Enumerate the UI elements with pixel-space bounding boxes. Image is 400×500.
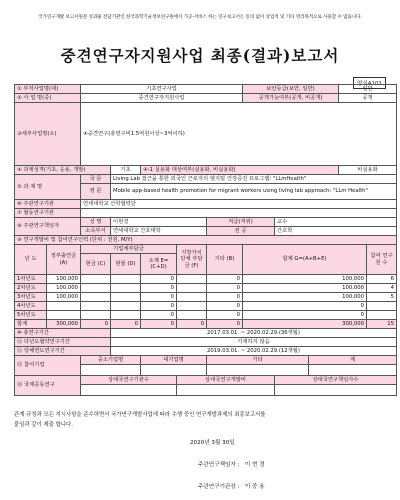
funding-cell-local	[177, 293, 207, 302]
value-task-name-en: Mobile app-based health promotion for migrant workers using living lab approach: "LLm Health"	[111, 184, 397, 200]
label-detail-business: ③세부사업명(소)	[15, 103, 81, 166]
col-year: 년 도	[15, 245, 47, 275]
funding-row	[15, 275, 397, 284]
submission-date: 2020년 3월 30일	[190, 440, 235, 446]
funding-cell-people	[367, 302, 397, 311]
funding-cell-inkind	[111, 275, 141, 284]
value-business-name: 기초연구사업	[81, 85, 243, 94]
value-name: 이현경	[111, 218, 207, 227]
label-position: 직급(직위)	[207, 218, 275, 227]
funding-cell-inkind	[111, 293, 141, 302]
funding-cell-other: 0	[207, 302, 243, 311]
funding-cell-sum: 0	[243, 302, 367, 311]
funding-cell-sum: 300,000	[243, 320, 367, 329]
funding-cell-inkind: 0	[111, 320, 141, 329]
funding-cell-sum: 100,000	[243, 293, 367, 302]
funding-cell-cash	[81, 293, 111, 302]
label-total: 계	[309, 356, 397, 365]
label-task-type: ④ 과제성격(기초, 응용, 개발)	[15, 166, 111, 175]
funding-cell-gov: 100,000	[47, 275, 81, 284]
funding-cell-inkind	[111, 302, 141, 311]
funding-cell-subtotal: 0	[141, 320, 177, 329]
funding-cell-sum: 100,000	[243, 275, 367, 284]
col-other: 기타 (B)	[207, 245, 243, 275]
funding-cell-local	[177, 311, 207, 320]
funding-cell-gov	[47, 311, 81, 320]
funding-cell-local	[177, 284, 207, 293]
funding-cell-year: 2차년도	[15, 284, 47, 293]
report-title: 중견연구자지원사업 최종(결과)보고서	[60, 46, 340, 65]
value-major: 간호학	[275, 227, 397, 236]
statement-line-2: 붙임과 같이 제출 합니다.	[14, 422, 73, 428]
funding-cell-inkind	[111, 311, 141, 320]
row-lead-org	[15, 200, 397, 209]
value-position: 교수	[275, 218, 397, 227]
head-researcher-name: 이 현 경	[244, 462, 265, 468]
funding-total-row	[15, 320, 397, 329]
row-year-period	[15, 347, 397, 356]
value-security: 일반	[339, 85, 397, 94]
row-total-period	[15, 329, 397, 338]
funding-cell-year: 합계	[15, 320, 47, 329]
value-disclosure: 공개	[339, 94, 397, 103]
funding-cell-cash	[81, 302, 111, 311]
value-total	[309, 365, 397, 376]
value-task-name-ko: Living Lab 접근을 통한 외국인 근로자의 엠지털 건강증진 프로그램: "LLmHealth"	[111, 175, 397, 184]
row-partner-header	[15, 356, 397, 365]
label-multi-period: ⑪ 다년도협약연구기간	[15, 338, 111, 347]
org-head-name: 이 중 용	[244, 484, 265, 490]
funding-cell-subtotal: 0	[141, 302, 177, 311]
funding-cell-subtotal: 0	[141, 275, 177, 284]
value-nation-count	[275, 385, 397, 396]
org-head-signature	[198, 482, 265, 490]
row-task-name-ko	[15, 175, 397, 184]
funding-row	[15, 284, 397, 293]
funding-row	[15, 293, 397, 302]
label-nation-count: 상대국연구책임자수	[275, 376, 397, 385]
col-people: 참여 연구원 수	[367, 245, 397, 275]
funding-cell-gov: 100,000	[47, 293, 81, 302]
funding-cell-gov: 300,000	[47, 320, 81, 329]
label-name: 성 명	[81, 218, 111, 227]
label-researcher: ⑧ 주관연구책임자	[15, 218, 81, 236]
col-local: 지방자치 단체 부담금 (F)	[177, 245, 207, 275]
label-lead-org: ⑥ 주관연구기관	[15, 200, 81, 209]
form-number: 양식A101	[353, 77, 386, 89]
value-nation-researcher	[177, 385, 275, 396]
funding-cell-other: 0	[207, 293, 243, 302]
funding-cell-cash: 0	[81, 320, 111, 329]
col-sum: 합계 G=(A+B+E)	[243, 245, 367, 275]
value-lead-org: 연세대학교 산학협력단	[81, 200, 397, 209]
statement-line-1: 관계 규정과 모든 지시사항을 준수하면서 국가연구개발사업에 따라 수행 중인 연구개발과제의 최종보고서를	[14, 412, 266, 418]
row-funding-header-1	[15, 245, 397, 254]
funding-cell-sum: 0	[243, 311, 367, 320]
funding-cell-sum: 100,000	[243, 284, 367, 293]
row-joint-header	[15, 376, 397, 385]
funding-cell-year: 1차년도	[15, 275, 47, 284]
value-etc	[207, 365, 309, 376]
label-business-name: ① 부처사업명(대)	[15, 85, 81, 94]
label-joint-org: ⑭ 국제공동연구	[15, 376, 81, 396]
row-multi-period	[15, 338, 397, 347]
label-etc: 기타	[207, 356, 309, 365]
value-nation-org	[81, 385, 177, 396]
head-researcher-label: 주관연구책임자 :	[198, 462, 240, 468]
funding-cell-cash	[81, 275, 111, 284]
value-sub-business: 중견연구자지원사업	[81, 94, 243, 103]
funding-cell-other: 0	[207, 284, 243, 293]
funding-cell-people: 6	[367, 275, 397, 284]
value-coop-org	[81, 209, 397, 218]
funding-cell-people: 4	[367, 284, 397, 293]
label-nation-org: 상대국연구기관수	[81, 376, 177, 385]
funding-cell-subtotal: 0	[141, 293, 177, 302]
value-year-period: 2019.03.01. ~ 2020.02.29.(12개월)	[111, 347, 397, 356]
funding-cell-subtotal: 0	[141, 311, 177, 320]
funding-cell-gov: 100,000	[47, 284, 81, 293]
funding-cell-cash	[81, 284, 111, 293]
copyright-notice: 국가연구개발 보고서원문 성과물 전담기관인 한국과학기술정보연구원에서 가공·서비스 하는 연구보고서는 동의 없이 상업적 및 기타 영리목적으로 사용할 수 없습니다.	[38, 15, 362, 20]
label-dept: 소속부서	[81, 227, 111, 236]
label-coop-org: ⑦ 협동연구기관	[15, 209, 81, 218]
label-lang-ko: 국 문	[81, 175, 111, 184]
label-funding-title: ⑨ 연구개발비 및 참여연구인력 (단위 : 천원, M/Y)	[15, 236, 397, 245]
label-task-name: ⑤ 과 제 명	[15, 175, 81, 200]
row-sub-business	[15, 94, 397, 103]
funding-cell-subtotal: 0	[141, 284, 177, 293]
col-company: 기업체부담금	[81, 245, 177, 254]
funding-cell-other: 0	[207, 320, 243, 329]
funding-row	[15, 311, 397, 320]
label-large-co: 대기업명	[141, 356, 207, 365]
label-nation-researcher: 상대국연구개발비	[177, 376, 275, 385]
value-dept: 연세대학교 간호대학	[111, 227, 207, 236]
label-disclosure: 공개가능여부(공개, 비공개)	[243, 94, 339, 103]
funding-cell-year: 3차년도	[15, 293, 47, 302]
value-large-co	[141, 365, 207, 376]
row-task-type	[15, 166, 397, 175]
label-major: 전 공	[207, 227, 275, 236]
value-task-field: 비실용화	[339, 166, 397, 175]
col-cash: 현금 (C)	[81, 254, 111, 275]
report-form-table	[14, 84, 397, 396]
label-lang-en: 영 문	[81, 184, 111, 200]
org-head-label: 주관연구기관장 :	[198, 484, 240, 490]
funding-cell-local	[177, 302, 207, 311]
label-partner-co: ⑬ 참여기업	[15, 356, 81, 376]
funding-cell-other: 0	[207, 311, 243, 320]
label-task-field: ④-1 실용화 대상여부(실용화, 비실용화)	[141, 166, 339, 175]
value-task-type: 기초	[111, 166, 141, 175]
row-coop-org	[15, 209, 397, 218]
value-total-period: 2017.03.01. ~ 2020.02.29.(36개월)	[111, 329, 397, 338]
funding-cell-cash	[81, 311, 111, 320]
col-gov: 정부출연금 (A)	[47, 245, 81, 275]
funding-row	[15, 302, 397, 311]
funding-cell-local: 0	[177, 320, 207, 329]
funding-cell-other: 0	[207, 275, 243, 284]
label-total-period: ⑩ 총연구기간	[15, 329, 111, 338]
col-subtotal: 소계 E=(C+D)	[141, 254, 177, 275]
funding-cell-gov	[47, 302, 81, 311]
value-sme	[81, 365, 141, 376]
label-security: 보안등급(보안, 일반)	[243, 85, 339, 94]
funding-cell-local	[177, 275, 207, 284]
row-researcher-1	[15, 218, 397, 227]
col-inkind: 현물 (D)	[111, 254, 141, 275]
head-researcher-signature	[198, 460, 265, 468]
label-year-period: ⑫ 당해연도연구기간	[15, 347, 111, 356]
row-business-name	[15, 85, 397, 94]
label-sme: 중소기업명	[81, 356, 141, 365]
funding-cell-inkind	[111, 284, 141, 293]
row-detail-business	[15, 103, 397, 166]
funding-cell-year: 4차년도	[15, 302, 47, 311]
value-multi-period: 기재하지 않음	[111, 338, 397, 347]
funding-cell-people: 15	[367, 320, 397, 329]
funding-cell-year: 5차년도	[15, 311, 47, 320]
row-funding-title	[15, 236, 397, 245]
label-sub-business: ② 사 업 명(중)	[15, 94, 81, 103]
funding-cell-people: 5	[367, 293, 397, 302]
submission-statement	[14, 410, 386, 430]
value-detail-business: ④중견연구(총연구비1.5억원이상~3억이하)	[81, 103, 397, 166]
funding-cell-people	[367, 311, 397, 320]
